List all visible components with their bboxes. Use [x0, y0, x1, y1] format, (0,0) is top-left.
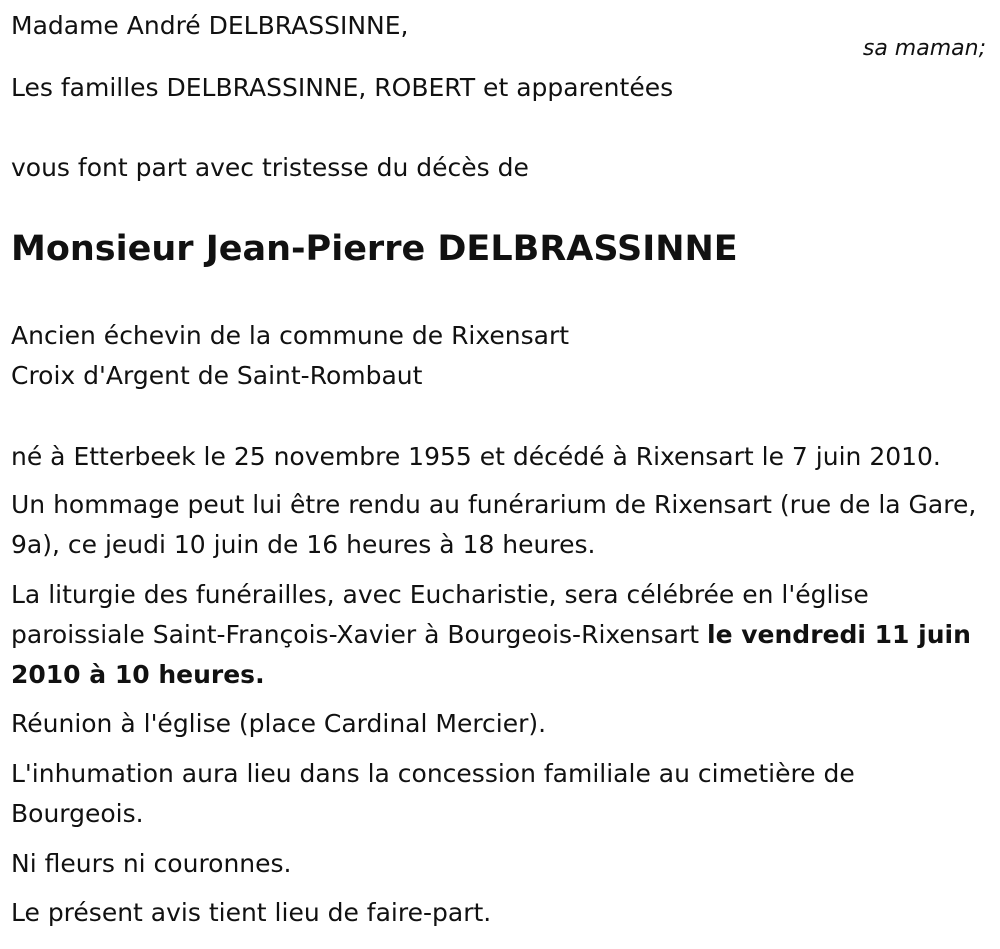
- notice-line: Le présent avis tient lieu de faire-part.: [11, 898, 492, 927]
- deceased-name: Monsieur Jean-Pierre DELBRASSINNE: [11, 229, 738, 269]
- liturgy-paragraph: [11, 575, 986, 695]
- announcer-line-1: Madame André DELBRASSINNE,: [11, 11, 409, 40]
- liturgy-date: le vendredi 11 juin 2010 à 10 heures.: [11, 620, 971, 689]
- tribute-paragraph: Un hommage peut lui être rendu au funérarium de Rixensart (rue de la Gare, 9a), ce jeudi 10 juin de 16 heures à 18 heures.: [11, 490, 977, 559]
- liturgy-text: La liturgie des funérailles, avec Eucharistie, sera célébrée en l'église paroissiale Saint-François-Xavier à Bourgeois-Rixensart: [11, 580, 869, 649]
- deceased-title-1: Ancien échevin de la commune de Rixensart: [11, 321, 570, 350]
- announcer-line-2: Les familles DELBRASSINNE, ROBERT et apparentées: [11, 73, 674, 102]
- meeting-line: Réunion à l'église (place Cardinal Mercier).: [11, 709, 547, 738]
- relation-label: sa maman;: [862, 36, 986, 61]
- burial-paragraph: L'inhumation aura lieu dans la concession familiale au cimetière de Bourgeois.: [11, 759, 855, 828]
- flowers-line: Ni fleurs ni couronnes.: [11, 849, 292, 878]
- birth-death-line: né à Etterbeek le 25 novembre 1955 et décédé à Rixensart le 7 juin 2010.: [11, 442, 941, 471]
- deceased-title-2: Croix d'Argent de Saint-Rombaut: [11, 361, 423, 390]
- announcement-text: vous font part avec tristesse du décès de: [11, 153, 529, 182]
